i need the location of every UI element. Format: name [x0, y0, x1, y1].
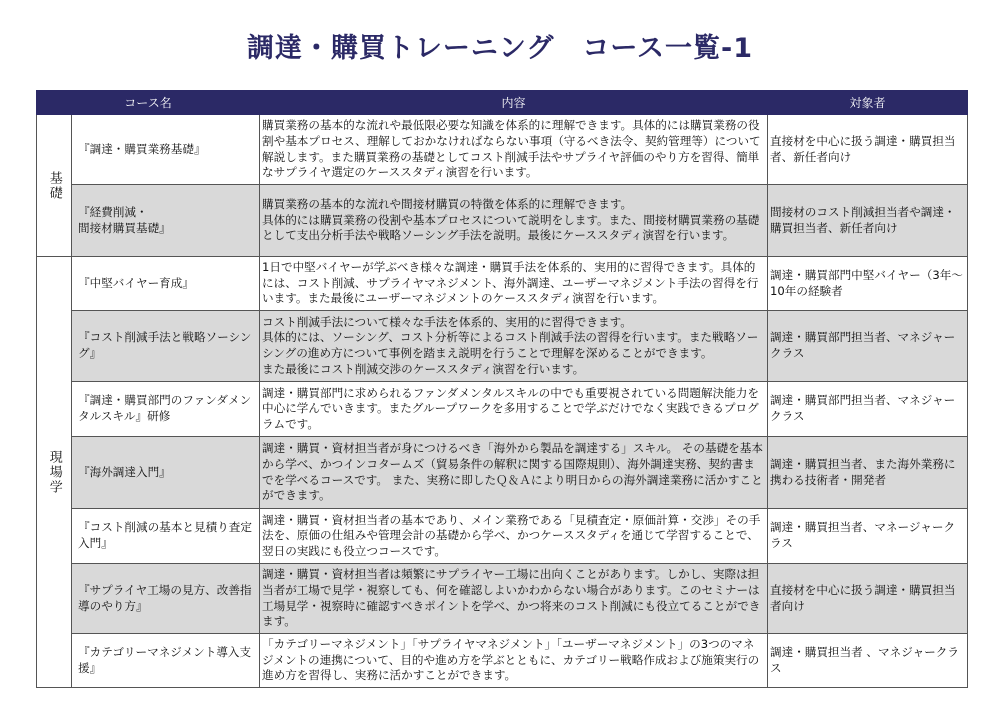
course-name: 『コスト削減の基本と見積り査定入門』 — [72, 509, 260, 564]
header-target: 対象者 — [768, 91, 968, 115]
table-row — [37, 634, 968, 688]
table-row — [37, 437, 968, 509]
course-content: コスト削減手法について様々な手法を体系的、実用的に習得できます。 具体的には、ソーシング、コスト分析等によるコスト削減手法の習得を行います。また戦略ソーシングの進め方について事例を踏まえ説明を行うことで理解を深めることができます。 また最後にコスト削減交渉のケーススタディ演習を行います。 — [260, 311, 768, 382]
course-name: 『中堅バイヤー育成』 — [72, 257, 260, 311]
course-content: 調達・購買部門に求められるファンダメンタルスキルの中でも重要視されている問題解決能力を中心に学んでいきます。またグループワークを多用することで学ぶだけでなく実践できるプログラムです。 — [260, 382, 768, 437]
category-basic: 基礎 — [37, 115, 72, 257]
table-row — [37, 257, 968, 311]
course-content: 1日で中堅バイヤーが学ぶべき様々な調達・購買手法を体系的、実用的に習得できます。具体的には、コスト削減、サプライヤマネジメント、海外調達、ユーザーマネジメント手法の習得を行います。また最後にユーザーマネジメントのケーススタディ演習を行います。 — [260, 257, 768, 311]
table-row — [37, 115, 968, 185]
course-target: 調達・購買部門担当者、マネジャークラス — [768, 311, 968, 382]
course-content: 「カテゴリーマネジメント」「サプライヤマネジメント」「ユーザーマネジメント」の3つのマネジメントの連携について、目的や進め方を学ぶとともに、カテゴリー戦略作成および施策実行の進め方を習得し、実務に活かすことができます。 — [260, 634, 768, 688]
course-content: 調達・購買・資材担当者の基本であり、メイン業務である「見積査定・原価計算・交渉」その手法を、原価の仕組みや管理会計の基礎から学べ、かつケーススタディを通じて学習することで、翌日の実践にも役立つコースです。 — [260, 509, 768, 564]
category-field: 現場学 — [37, 257, 72, 688]
table-row — [37, 185, 968, 257]
course-name: 『コスト削減手法と戦略ソーシング』 — [72, 311, 260, 382]
course-content: 調達・購買・資材担当者が身につけるべき「海外から製品を調達する」スキル。 その基礎を基本から学べ、かつインコタームズ（貿易条件の解釈に関する国際規則）、海外調達実務、契約書までを学べるコースです。 また、実務に即したＱ＆Ａにより明日からの海外調達業務に活かすことができます。 — [260, 437, 768, 509]
course-content: 購買業務の基本的な流れや最低限必要な知識を体系的に理解できます。具体的には購買業務の役割や基本プロセス、理解しておかなければならない事項（守るべき法令、契約管理等）について解説します。また購買業務の基礎としてコスト削減手法やサプライヤ評価のやり方を習得、簡単なサプライヤ選定のケーススタディ演習を行います。 — [260, 115, 768, 185]
course-target: 直接材を中心に扱う調達・購買担当者、新任者向け — [768, 115, 968, 185]
course-name: 『海外調達入門』 — [72, 437, 260, 509]
course-name: 『サプライヤ工場の見方、改善指導のやり方』 — [72, 564, 260, 634]
table-row — [37, 509, 968, 564]
course-content: 購買業務の基本的な流れや間接材購買の特徴を体系的に理解できます。 具体的には購買業務の役割や基本プロセスについて説明をします。また、間接材購買業務の基礎として支出分析手法や戦略ソーシング手法を説明。最後にケーススタディ演習を行います。 — [260, 185, 768, 257]
table-row — [37, 564, 968, 634]
course-target: 間接材のコスト削減担当者や調達・購買担当者、新任者向け — [768, 185, 968, 257]
course-target: 調達・購買部門担当者、マネジャークラス — [768, 382, 968, 437]
page-title: 調達・購買トレーニング コース一覧-1 — [246, 33, 754, 64]
course-name: 『調達・購買業務基礎』 — [72, 115, 260, 185]
course-target: 直接材を中心に扱う調達・購買担当者向け — [768, 564, 968, 634]
course-name: 『調達・購買部門のファンダメンタルスキル』研修 — [72, 382, 260, 437]
course-target: 調達・購買部門中堅バイヤー（3年～10年の経験者 — [768, 257, 968, 311]
table-row — [37, 311, 968, 382]
course-content: 調達・購買・資材担当者は頻繁にサプライヤー工場に出向くことがあります。しかし、実際は担当者が工場で見学・視察しても、何を確認しよいかわからない場合があります。このセミナーは工場見学・視察時に確認すべきポイントを学べ、かつ将来のコスト削減にも役立てることができます。 — [260, 564, 768, 634]
course-name: 『カテゴリーマネジメント導入支援』 — [72, 634, 260, 688]
course-target: 調達・購買担当者、また海外業務に携わる技術者・開発者 — [768, 437, 968, 509]
table-header-row — [37, 91, 968, 115]
course-target: 調達・購買担当者、マネージャークラス — [768, 509, 968, 564]
course-table — [36, 90, 968, 688]
header-course-name: コース名 — [37, 91, 260, 115]
course-target: 調達・購買担当者 、マネジャークラス — [768, 634, 968, 688]
table-row — [37, 382, 968, 437]
course-name: 『経費削減・ 間接材購買基礎』 — [72, 185, 260, 257]
header-content: 内容 — [260, 91, 768, 115]
